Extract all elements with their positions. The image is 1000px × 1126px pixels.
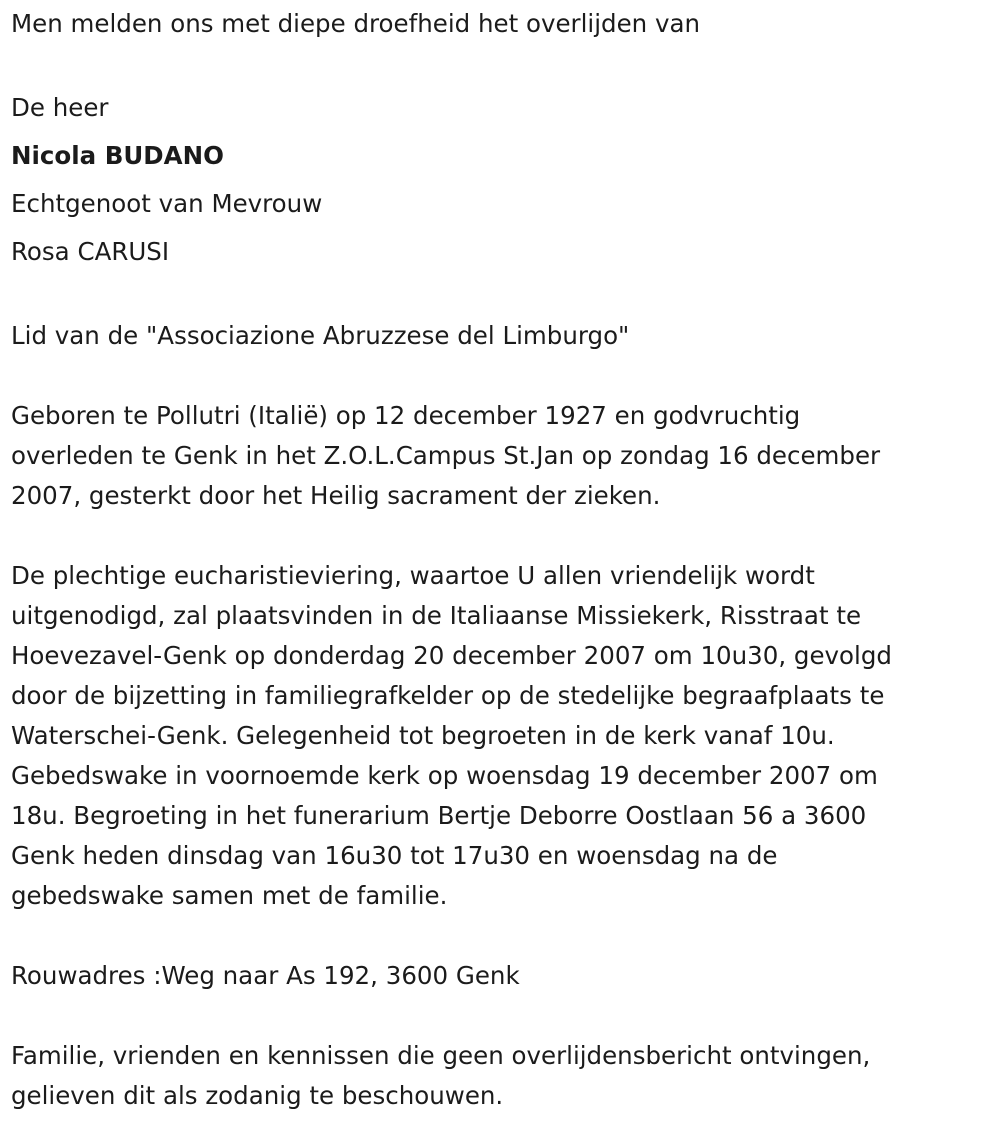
- ceremony-line: Hoevezavel-Genk op donderdag 20 december 2007 om 10u30, gevolgd: [11, 641, 892, 670]
- closing-line: gelieven dit als zodanig te beschouwen.: [11, 1081, 504, 1110]
- closing-line: Familie, vrienden en kennissen die geen overlijdensbericht ontvingen,: [11, 1041, 871, 1070]
- spacer: [11, 516, 986, 556]
- birth-death-line: 2007, gesterkt door het Heilig sacrament der zieken.: [11, 481, 661, 510]
- spouse-name: Rosa CARUSI: [11, 237, 170, 266]
- ceremony-paragraph: [11, 556, 986, 916]
- birth-death-line: Geboren te Pollutri (Italië) op 12 december 1927 en godvruchtig: [11, 401, 801, 430]
- ceremony-line: Genk heden dinsdag van 16u30 tot 17u30 en woensdag na de: [11, 841, 778, 870]
- spacer: [11, 916, 986, 956]
- membership-line: Lid van de "Associazione Abruzzese del Limburgo": [11, 321, 630, 350]
- birth-death-line: overleden te Genk in het Z.O.L.Campus St.Jan op zondag 16 december: [11, 441, 881, 470]
- spacer: [11, 44, 986, 84]
- ceremony-line: door de bijzetting in familiegrafkelder op de stedelijke begraafplaats te: [11, 681, 885, 710]
- ceremony-line: Gebedswake in voornoemde kerk op woensdag 19 december 2007 om: [11, 761, 878, 790]
- intro-line: Men melden ons met diepe droefheid het overlijden van: [11, 9, 701, 38]
- obituary-notice: [11, 4, 986, 1116]
- birth-death-paragraph: [11, 396, 986, 516]
- spouse-line: Echtgenoot van Mevrouw: [11, 189, 323, 218]
- ceremony-line: gebedswake samen met de familie.: [11, 881, 448, 910]
- spacer: [11, 996, 986, 1036]
- mourning-address: Rouwadres :Weg naar As 192, 3600 Genk: [11, 961, 520, 990]
- ceremony-line: uitgenodigd, zal plaatsvinden in de Italiaanse Missiekerk, Risstraat te: [11, 601, 862, 630]
- closing-paragraph: [11, 1036, 986, 1116]
- spacer: [11, 276, 986, 316]
- ceremony-line: 18u. Begroeting in het funerarium Bertje Deborre Oostlaan 56 a 3600: [11, 801, 867, 830]
- title-prefix: De heer: [11, 93, 109, 122]
- deceased-name: Nicola BUDANO: [11, 141, 224, 170]
- spacer: [11, 356, 986, 396]
- ceremony-line: De plechtige eucharistieviering, waartoe U allen vriendelijk wordt: [11, 561, 815, 590]
- ceremony-line: Waterschei-Genk. Gelegenheid tot begroeten in de kerk vanaf 10u.: [11, 721, 835, 750]
